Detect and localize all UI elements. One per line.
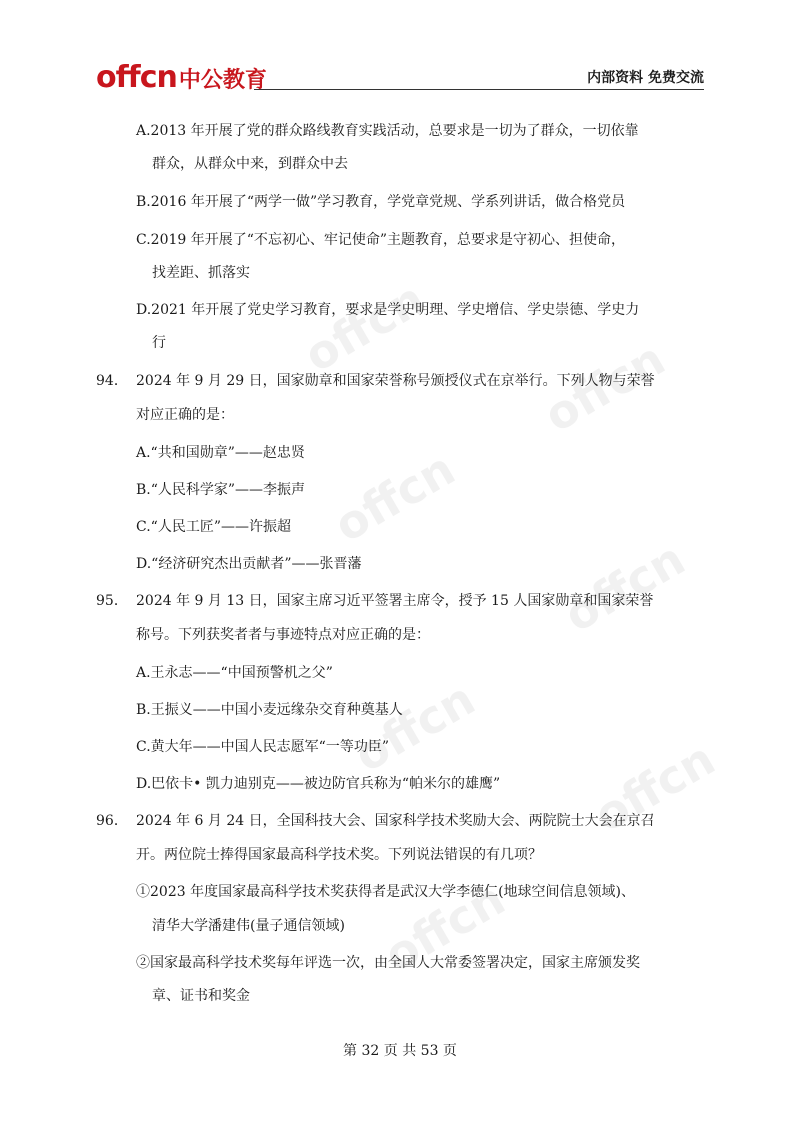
option-line: A.王永志——“中国预警机之父” [136, 665, 333, 681]
option-line: A.2013 年开展了党的群众路线教育实践活动，总要求是一切为了群众，一切依靠 [136, 123, 639, 139]
watermark: offcn [585, 731, 724, 843]
watermark: offcn [555, 531, 694, 643]
logo-english: offcn [96, 60, 177, 95]
option-line: A.“共和国勋章”——赵忠贤 [136, 445, 305, 461]
watermark: offcn [375, 871, 514, 983]
option-line: B.王振义——中国小麦远缘杂交育种奠基人 [136, 702, 403, 718]
option-line: C.“人民工匠”——许振超 [136, 519, 291, 535]
statement-line: ①2023 年度国家最高科学技术奖获得者是武汉大学李德仁(地球空间信息领域)、 [136, 884, 636, 900]
watermark: offcn [325, 441, 464, 553]
option-line: 群众，从群众中来，到群众中去 [152, 156, 348, 172]
question-number: 94． [96, 373, 128, 389]
option-line: D.巴依卡• 凯力迪别克——被边防官兵称为“帕米尔的雄鹰” [136, 776, 501, 792]
question-number: 95． [96, 593, 128, 609]
option-line: 行 [152, 335, 166, 351]
option-line: 找差距、抓落实 [152, 265, 250, 281]
question-number: 96． [96, 813, 128, 829]
statement-line: 清华大学潘建伟(量子通信领域) [152, 918, 345, 934]
page-header [96, 52, 704, 95]
option-line: B.“人民科学家”——李振声 [136, 482, 306, 498]
page-footer: 第 32 页 共 53 页 [343, 1043, 457, 1059]
option-line: C.2019 年开展了“不忘初心、牢记使命”主题教育，总要求是守初心、担使命， [136, 232, 626, 248]
statement-line: ②国家最高科学技术奖每年评选一次，由全国人大常委签署决定，国家主席颁发奖 [136, 955, 640, 971]
option-line: D.“经济研究杰出贡献者”——张晋藩 [136, 556, 362, 572]
option-line: D.2021 年开展了党史学习教育，要求是学史明理、学史增信、学史崇德、学史力 [136, 302, 640, 318]
option-line: C.黄大年——中国人民志愿军“一等功臣” [136, 739, 389, 755]
offcn-logo [96, 60, 267, 95]
logo-chinese: 中公教育 [178, 68, 267, 93]
header-notice: 内部资料 免费交流 [587, 70, 704, 86]
question-text: 开。两位院士捧得国家最高科学技术奖。下列说法错误的有几项？ [136, 847, 542, 863]
header-rule [254, 89, 704, 90]
watermark: offcn [295, 271, 434, 383]
question-text: 2024 年 9 月 29 日，国家勋章和国家荣誉称号颁授仪式在京举行。下列人物与荣誉 [136, 373, 655, 389]
question-text: 对应正确的是： [136, 407, 234, 423]
question-text: 2024 年 6 月 24 日，全国科技大会、国家科学技术奖励大会、两院院士大会在京召 [136, 813, 655, 829]
option-line: B.2016 年开展了“两学一做”学习教育，学党章党规、学系列讲话，做合格党员 [136, 194, 626, 210]
question-text: 2024 年 9 月 13 日，国家主席习近平签署主席令，授予 15 人国家勋章和国家荣誉 [136, 593, 654, 609]
statement-line: 章、证书和奖金 [152, 988, 250, 1004]
watermark: offcn [535, 331, 674, 443]
question-text: 称号。下列获奖者者与事迹特点对应正确的是： [136, 627, 430, 643]
watermark: offcn [345, 671, 484, 783]
